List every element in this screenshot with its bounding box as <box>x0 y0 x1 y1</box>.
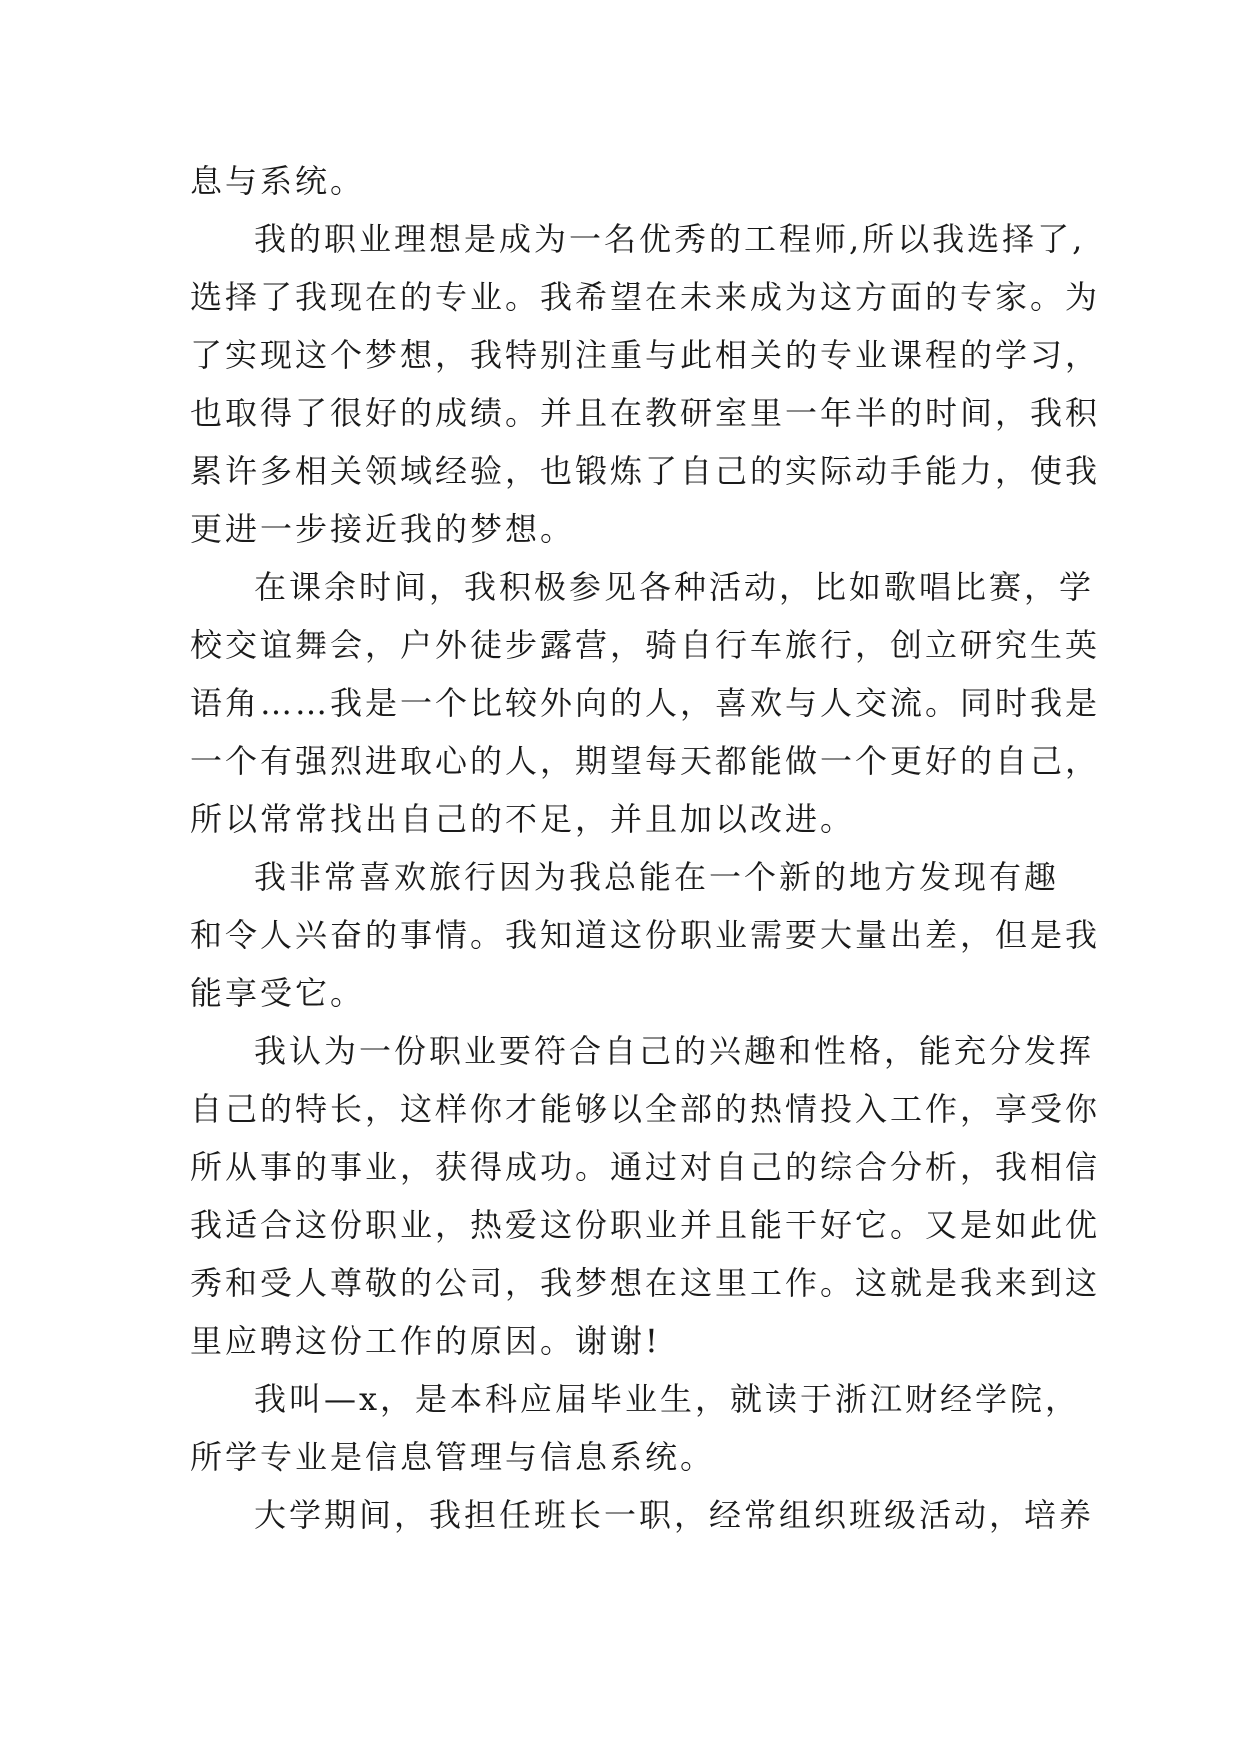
text-line: 我适合这份职业，热爱这份职业并且能干好它。又是如此优 <box>190 1206 1101 1244</box>
text-line: 累许多相关领域经验，也锻炼了自己的实际动手能力，使我 <box>190 452 1101 490</box>
text-line: 和令人兴奋的事情。我知道这份职业需要大量出差，但是我 <box>190 916 1101 954</box>
text-line: 里应聘这份工作的原因。谢谢! <box>190 1322 661 1360</box>
text-line: 在课余时间，我积极参见各种活动，比如歌唱比赛，学 <box>254 568 1095 606</box>
paragraph <box>190 848 1101 1022</box>
text-line: 我非常喜欢旅行因为我总能在一个新的地方发现有趣 <box>254 858 1060 896</box>
text-line: 语角……我是一个比较外向的人，喜欢与人交流。同时我是 <box>190 684 1101 722</box>
text-line: 秀和受人尊敬的公司，我梦想在这里工作。这就是我来到这 <box>190 1264 1101 1302</box>
paragraph <box>190 210 1101 558</box>
text-line: 更进一步接近我的梦想。 <box>190 510 576 548</box>
text-line: 一个有强烈进取心的人，期望每天都能做一个更好的自己， <box>190 742 1101 780</box>
text-line: 自己的特长，这样你才能够以全部的热情投入工作，享受你 <box>190 1090 1101 1128</box>
paragraph <box>190 558 1101 848</box>
paragraph <box>190 1370 1081 1486</box>
text-line: 选择了我现在的专业。我希望在未来成为这方面的专家。为 <box>190 278 1101 316</box>
text-line: 了实现这个梦想，我特别注重与此相关的专业课程的学习， <box>190 336 1101 374</box>
text-line: 所学专业是信息管理与信息系统。 <box>190 1438 716 1476</box>
document-body <box>190 152 1101 1544</box>
text-line: 校交谊舞会，户外徒步露营，骑自行车旅行，创立研究生英 <box>190 626 1101 664</box>
text-line: 所从事的事业，获得成功。通过对自己的综合分析，我相信 <box>190 1148 1101 1186</box>
paragraph <box>190 1486 1095 1544</box>
text-line: 我认为一份职业要符合自己的兴趣和性格，能充分发挥 <box>254 1032 1095 1070</box>
text-line: 能享受它。 <box>190 974 366 1012</box>
paragraph <box>190 1022 1101 1370</box>
text-line: 息与系统。 <box>190 162 366 200</box>
text-line: 大学期间，我担任班长一职，经常组织班级活动，培养 <box>254 1496 1095 1534</box>
text-line: 也取得了很好的成绩。并且在教研室里一年半的时间，我积 <box>190 394 1101 432</box>
text-line: 所以常常找出自己的不足，并且加以改进。 <box>190 800 856 838</box>
paragraph <box>190 152 1050 210</box>
text-line: 我叫—x，是本科应届毕业生，就读于浙江财经学院， <box>254 1380 1081 1418</box>
text-line: 我的职业理想是成为一名优秀的工程师,所以我选择了, <box>254 220 1086 258</box>
